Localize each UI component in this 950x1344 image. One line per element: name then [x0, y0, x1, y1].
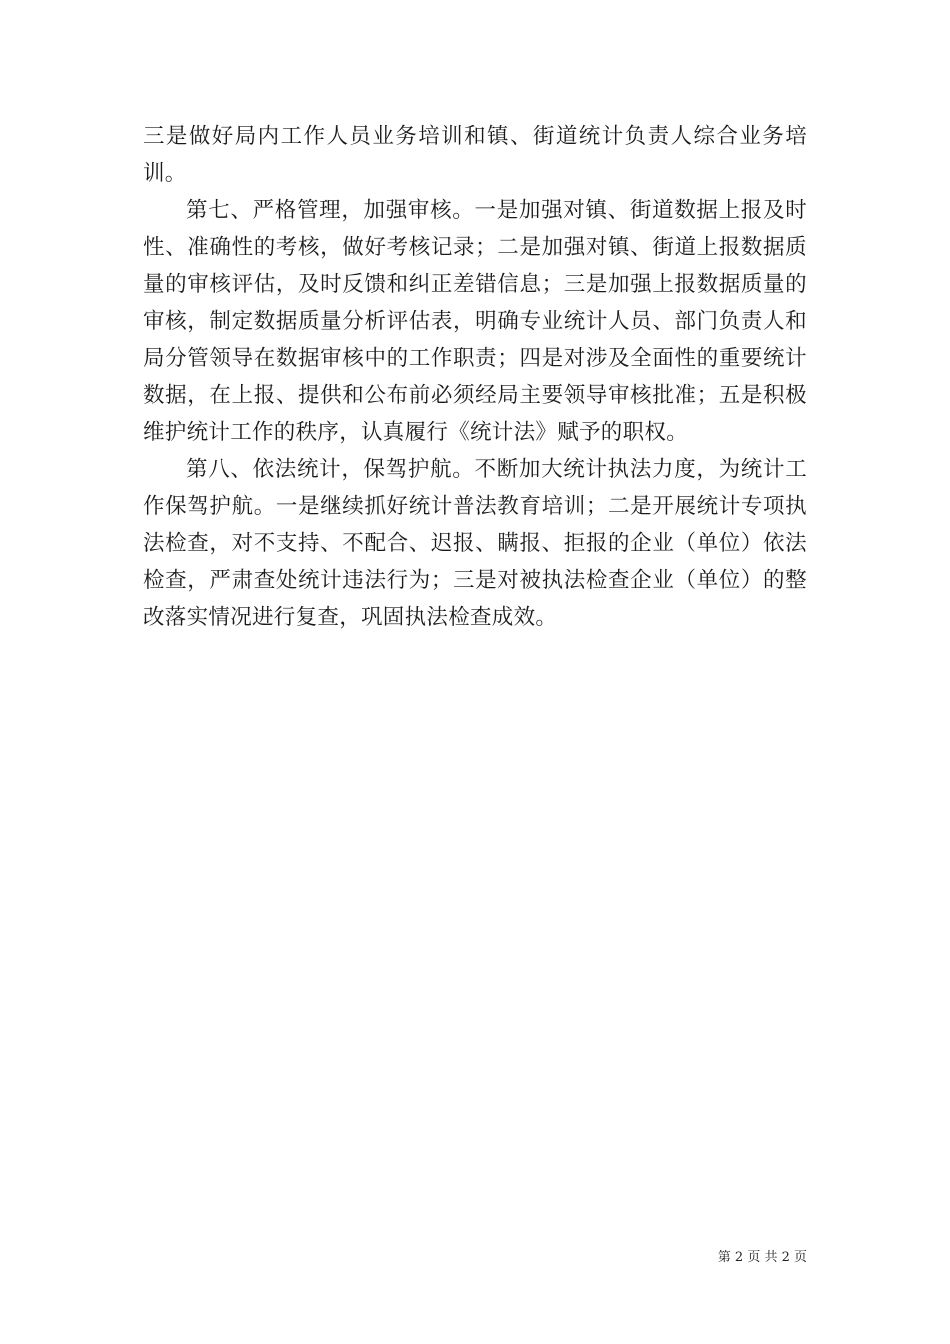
paragraph-training: 三是做好局内工作人员业务培训和镇、街道统计负责人综合业务培训。 — [143, 124, 807, 186]
paragraph-eighth: 第八、依法统计，保驾护航。不断加大统计执法力度，为统计工作保驾护航。一是继续抓好统计普法教育培训；二是开展统计专项执法检查，对不支持、不配合、迟报、瞒报、拒报的企业（单位）依法检查，严肃查处统计违法行为；三是对被执法检查企业（单位）的整改落实情况进行复查，巩固执法检查成效。 — [143, 457, 807, 630]
page-number-footer: 第 2 页 共 2 页 — [717, 1250, 807, 1265]
document-body — [143, 118, 807, 636]
paragraph-seventh: 第七、严格管理，加强审核。一是加强对镇、街道数据上报及时性、准确性的考核，做好考核记录；二是加强对镇、街道上报数据质量的审核评估，及时反馈和纠正差错信息；三是加强上报数据质量的审核，制定数据质量分析评估表，明确专业统计人员、部门负责人和局分管领导在数据审核中的工作职责；四是对涉及全面性的重要统计数据，在上报、提供和公布前必须经局主要领导审核批准；五是积极维护统计工作的秩序，认真履行《统计法》赋予的职权。 — [143, 198, 807, 445]
